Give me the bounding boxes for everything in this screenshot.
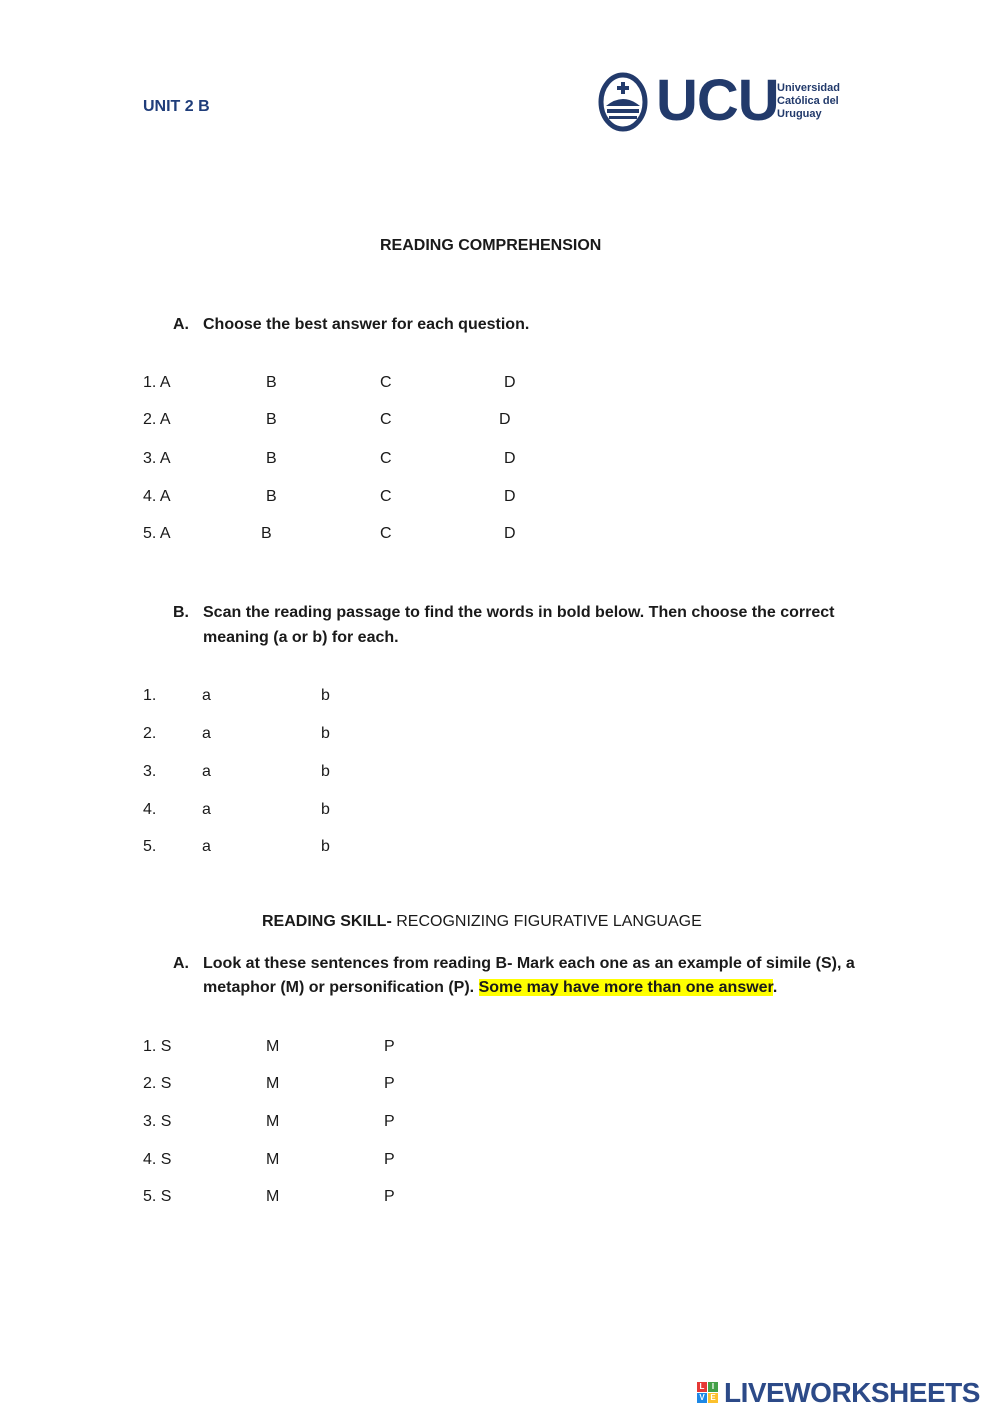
answer-label: 5. A xyxy=(143,525,171,542)
skill-a-instruction-line1: Look at these sentences from reading B- Mark each one as an example of simile (S), a xyxy=(203,955,855,972)
option-p[interactable]: P xyxy=(384,1075,395,1092)
option-c[interactable]: C xyxy=(380,488,392,505)
option-b[interactable]: B xyxy=(266,450,277,467)
item-number: 4. xyxy=(143,801,157,818)
logo-mark: UCU xyxy=(656,68,779,133)
answer-label: 2. A xyxy=(143,411,171,428)
part-a-letter: A. xyxy=(173,316,189,333)
option-b[interactable]: B xyxy=(266,488,277,505)
ucu-emblem-icon xyxy=(598,72,648,132)
option-b[interactable]: b xyxy=(321,725,330,742)
liveworksheets-badge-icon: L I V E xyxy=(697,1382,719,1404)
option-c[interactable]: C xyxy=(380,411,392,428)
option-p[interactable]: P xyxy=(384,1188,395,1205)
option-b[interactable]: b xyxy=(321,838,330,855)
answer-label: 1. A xyxy=(143,374,171,391)
liveworksheets-wordmark: LIVEWORKSHEETS xyxy=(724,1377,980,1408)
option-m[interactable]: M xyxy=(266,1113,280,1130)
option-c[interactable]: C xyxy=(380,450,392,467)
item-number: 3. xyxy=(143,763,157,780)
logo-subtitle: Universidad Católica del Uruguay xyxy=(777,82,840,120)
ucu-logo xyxy=(598,70,858,134)
item-number: 5. xyxy=(143,838,157,855)
option-b[interactable]: B xyxy=(261,525,272,542)
answer-label[interactable]: 1. S xyxy=(143,1038,172,1055)
part-b-instruction-line1: Scan the reading passage to find the words in bold below. Then choose the correct xyxy=(203,604,835,621)
unit-label: UNIT 2 B xyxy=(143,98,210,115)
option-p[interactable]: P xyxy=(384,1113,395,1130)
option-b[interactable]: b xyxy=(321,801,330,818)
item-number: 2. xyxy=(143,725,157,742)
answer-label[interactable]: 4. S xyxy=(143,1151,172,1168)
option-a[interactable]: a xyxy=(202,801,211,818)
item-number: 1. xyxy=(143,687,157,704)
option-d[interactable]: D xyxy=(499,411,511,428)
part-b-instruction-line2: meaning (a or b) for each. xyxy=(203,629,399,646)
option-d[interactable]: D xyxy=(504,488,516,505)
answer-label[interactable]: 5. S xyxy=(143,1188,172,1205)
skill-a-letter: A. xyxy=(173,955,189,972)
answer-label[interactable]: 3. S xyxy=(143,1113,172,1130)
option-b[interactable]: B xyxy=(266,411,277,428)
answer-label[interactable]: 2. S xyxy=(143,1075,172,1092)
option-b[interactable]: b xyxy=(321,763,330,780)
reading-skill-heading: READING SKILL- RECOGNIZING FIGURATIVE LANGUAGE xyxy=(262,913,702,930)
option-b[interactable]: B xyxy=(266,374,277,391)
option-m[interactable]: M xyxy=(266,1075,280,1092)
option-m[interactable]: M xyxy=(266,1151,280,1168)
option-d[interactable]: D xyxy=(504,450,516,467)
option-a[interactable]: a xyxy=(202,838,211,855)
option-a[interactable]: a xyxy=(202,687,211,704)
answer-label: 4. A xyxy=(143,488,171,505)
part-a-instruction: Choose the best answer for each question. xyxy=(203,316,530,333)
option-d[interactable]: D xyxy=(504,374,516,391)
option-c[interactable]: C xyxy=(380,374,392,391)
option-a[interactable]: a xyxy=(202,725,211,742)
option-m[interactable]: M xyxy=(266,1188,280,1205)
option-m[interactable]: M xyxy=(266,1038,280,1055)
highlighted-note: Some may have more than one answer xyxy=(478,979,773,996)
page-title: READING COMPREHENSION xyxy=(380,237,602,254)
option-a[interactable]: a xyxy=(202,763,211,780)
option-p[interactable]: P xyxy=(384,1038,395,1055)
part-b-letter: B. xyxy=(173,604,189,621)
option-c[interactable]: C xyxy=(380,525,392,542)
skill-a-instruction-line2: metaphor (M) or personification (P). Some may have more than one answer. xyxy=(203,979,778,996)
option-b[interactable]: b xyxy=(321,687,330,704)
option-d[interactable]: D xyxy=(504,525,516,542)
option-p[interactable]: P xyxy=(384,1151,395,1168)
answer-label: 3. A xyxy=(143,450,171,467)
